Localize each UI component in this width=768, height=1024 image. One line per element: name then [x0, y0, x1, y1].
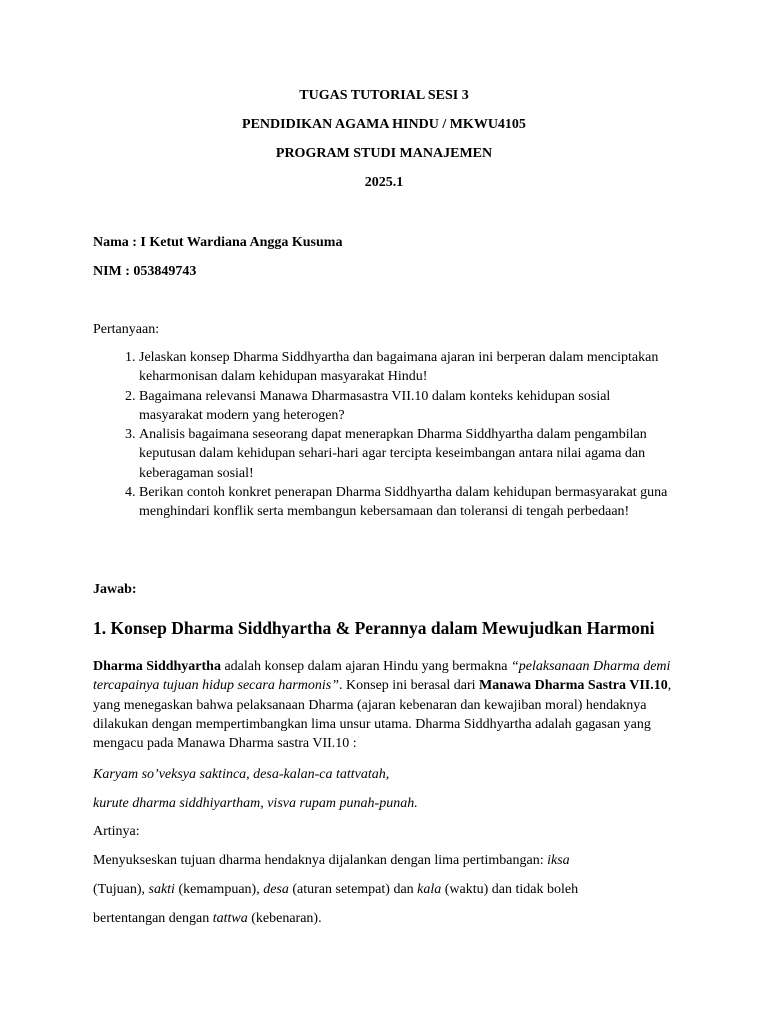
term-kala: kala	[417, 882, 442, 897]
meaning-text: (aturan setempat) dan	[288, 882, 418, 897]
student-nim: NIM : 053849743	[93, 264, 197, 279]
meaning-line-3	[93, 909, 683, 928]
meaning-text: Menyukseskan tujuan dharma hendaknya dijalankan dengan lima pertimbangan:	[93, 853, 548, 868]
meaning-text: (kemampuan),	[174, 882, 264, 897]
meaning-label: Artinya:	[93, 824, 140, 839]
question-item: 2. Bagaimana relevansi Manawa Dharmasastra VII.10 dalam konteks kehidupan sosial masyarakat modern yang heterogen?	[139, 387, 673, 426]
verse-line-2: kurute dharma siddhiyartham, visva rupam punah-punah.	[93, 796, 418, 811]
program-title: PROGRAM STUDI MANAJEMEN	[275, 146, 493, 161]
source-reference: Manawa Dharma Sastra VII.10	[479, 678, 668, 694]
question-item: 1. Jelaskan konsep Dharma Siddhyartha dan bagaimana ajaran ini berperan dalam menciptakan keharmonisan dalam kehidupan masyarakat Hindu!	[139, 348, 673, 387]
questions-list	[93, 348, 673, 522]
term-sakti: sakti	[148, 882, 175, 897]
meaning-line-1	[93, 851, 683, 870]
verse-line-1: Karyam so’veksya saktinca, desa-kalan-ca tattvatah,	[93, 767, 390, 782]
paragraph-text: adalah konsep dalam ajaran Hindu yang bermakna	[220, 659, 511, 674]
term-desa: desa	[263, 882, 289, 897]
question-item: 3. Analisis bagaimana seseorang dapat menerapkan Dharma Siddhyartha dalam pengambilan keputusan dalam kehidupan sehari-hari agar tercipta keseimbangan antara nilai agama dan keberagaman sosial!	[139, 425, 673, 483]
assignment-title: TUGAS TUTORIAL SESI 3	[299, 88, 469, 103]
meaning-line-2	[93, 880, 683, 899]
term-iksa: iksa	[547, 853, 570, 868]
answer-paragraph	[93, 657, 683, 753]
meaning-text: bertentangan dengan	[93, 911, 213, 926]
meaning-text: (Tujuan),	[93, 882, 149, 897]
question-item: 4. Berikan contoh konkret penerapan Dharma Siddhyartha dalam kehidupan bermasyarakat guna menghindari konflik serta membangun kebersamaan dan toleransi di tengah perbedaan!	[139, 483, 673, 522]
paragraph-text: . Konsep ini berasal dari	[339, 678, 479, 694]
answer-heading: 1. Konsep Dharma Siddhyartha & Perannya dalam Mewujudkan Harmoni	[93, 618, 655, 638]
term-tattwa: tattwa	[212, 911, 248, 926]
definition-quote: “pelaksanaan Dharma demi tercapainya tujuan hidup secara harmonis”	[93, 659, 671, 694]
meaning-text: (waktu) dan tidak boleh	[441, 882, 579, 897]
semester-code: 2025.1	[364, 175, 404, 190]
paragraph-text: , yang menegaskan bahwa pelaksanaan Dharma (ajaran kebenaran dan kewajiban moral) hendaknya dilakukan dengan mempertimbangkan lima unsur utama. Dharma Siddhyartha adalah gagasan yang mengacu pada Manawa Dharma sastra VII.10 :	[93, 678, 672, 752]
questions-label: Pertanyaan:	[93, 322, 160, 337]
student-name: Nama : I Ketut Wardiana Angga Kusuma	[93, 235, 343, 250]
term-dharma-siddhyartha: Dharma Siddhyartha	[93, 659, 221, 674]
answer-label: Jawab:	[93, 582, 137, 597]
course-title: PENDIDIKAN AGAMA HINDU / MKWU4105	[242, 117, 526, 132]
meaning-text: (kebenaran).	[247, 911, 322, 926]
